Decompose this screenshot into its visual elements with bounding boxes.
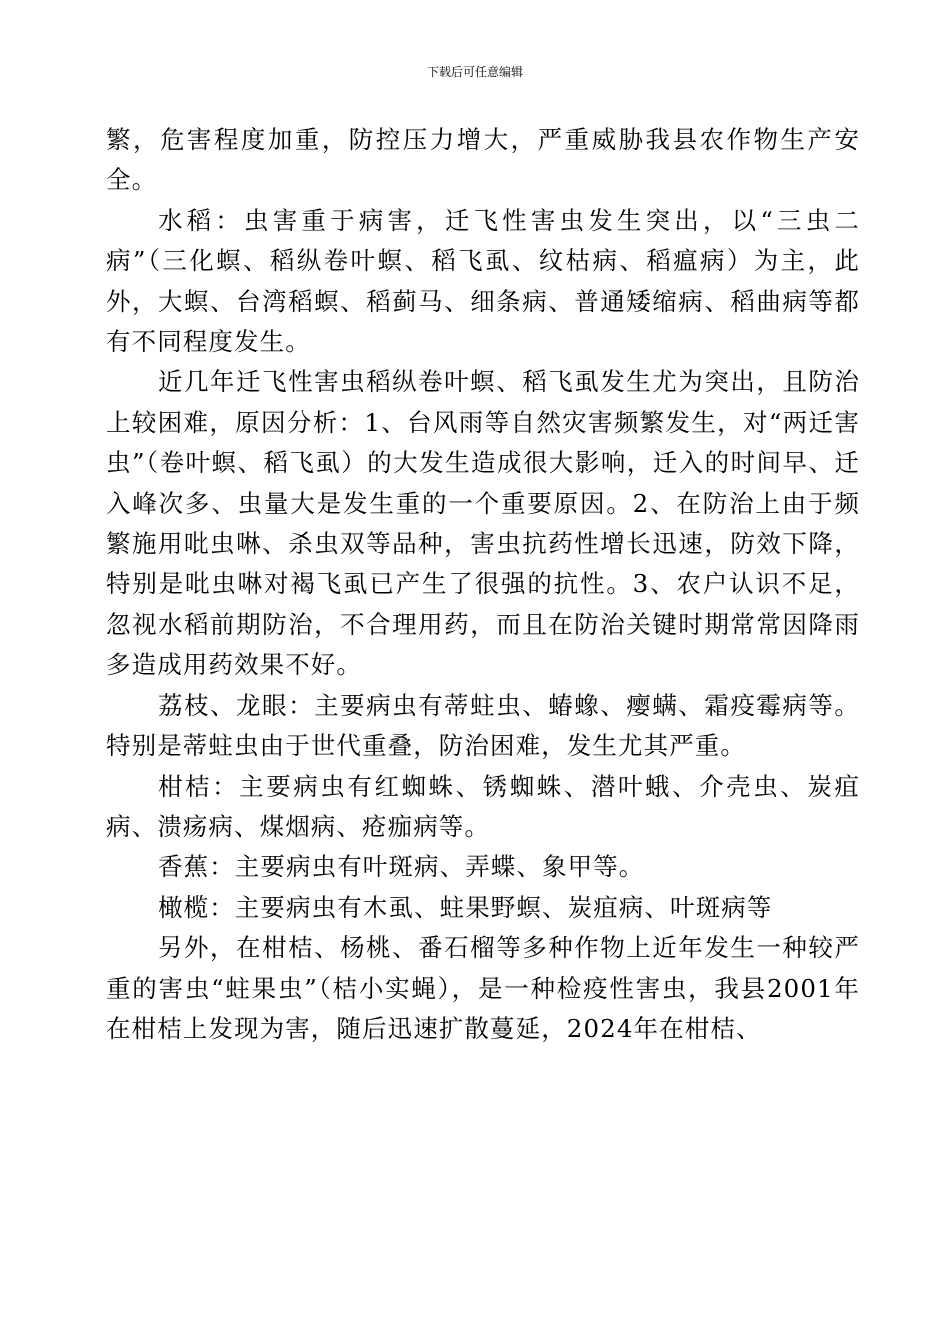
paragraph-olive: 橄榄：主要病虫有木虱、蛀果野螟、炭疽病、叶斑病等 [158, 892, 773, 922]
paragraph-lychee-longan: 荔枝、龙眼：主要病虫有蒂蛀虫、蝽蟓、瘿螨、霜疫霉病等。特别是蒂蛀虫由于世代重叠，防治困难，发生尤其严重。 [106, 690, 860, 761]
document-body [106, 120, 860, 1049]
paragraph-rice: 水稻：虫害重于病害，迁飞性害虫发生突出，以“三虫二病”（三化螟、稻纵卷叶螟、稻飞虱、纹枯病、稻瘟病）为主，此外，大螟、台湾稻螟、稻蓟马、细条病、普通矮缩病、稻曲病等都有不同程度发生。 [106, 205, 860, 357]
paragraph-continuation: 繁，危害程度加重，防控压力增大，严重威胁我县农作物生产安全。 [106, 125, 860, 195]
paragraph-fruit-fly: 另外，在柑桔、杨桃、番石榴等多种作物上近年发生一种较严重的害虫“蛀果虫”（桔小实蝇），是一种检疫性害虫，我县2001年在柑桔上发现为害，随后迅速扩散蔓延，2024年在柑桔、 [106, 933, 860, 1043]
page-header: 下载后可任意编辑 [426, 65, 523, 79]
paragraph-citrus: 柑桔：主要病虫有红蜘蛛、锈蜘蛛、潜叶蛾、介壳虫、炭疽病、溃疡病、煤烟病、疮痂病等。 [106, 771, 860, 841]
paragraph-banana: 香蕉：主要病虫有叶斑病、弄蝶、象甲等。 [158, 852, 645, 882]
paragraph-migratory-pests: 近几年迁飞性害虫稻纵卷叶螟、稻飞虱发生尤为突出，且防治上较困难，原因分析：1、台风雨等自然灾害频繁发生，对“两迁害虫”（卷叶螟、稻飞虱）的大发生造成很大影响，迁入的时间早、迁入峰次多、虫量大是发生重的一个重要原因。2、在防治上由于频繁施用吡虫啉、杀虫双等品种，害虫抗药性增长迅速，防效下降，特别是吡虫啉对褐飞虱已产生了很强的抗性。3、农户认识不足，忽视水稻前期防治，不合理用药，而且在防治关键时期常常因降雨多造成用药效果不好。 [106, 367, 860, 680]
